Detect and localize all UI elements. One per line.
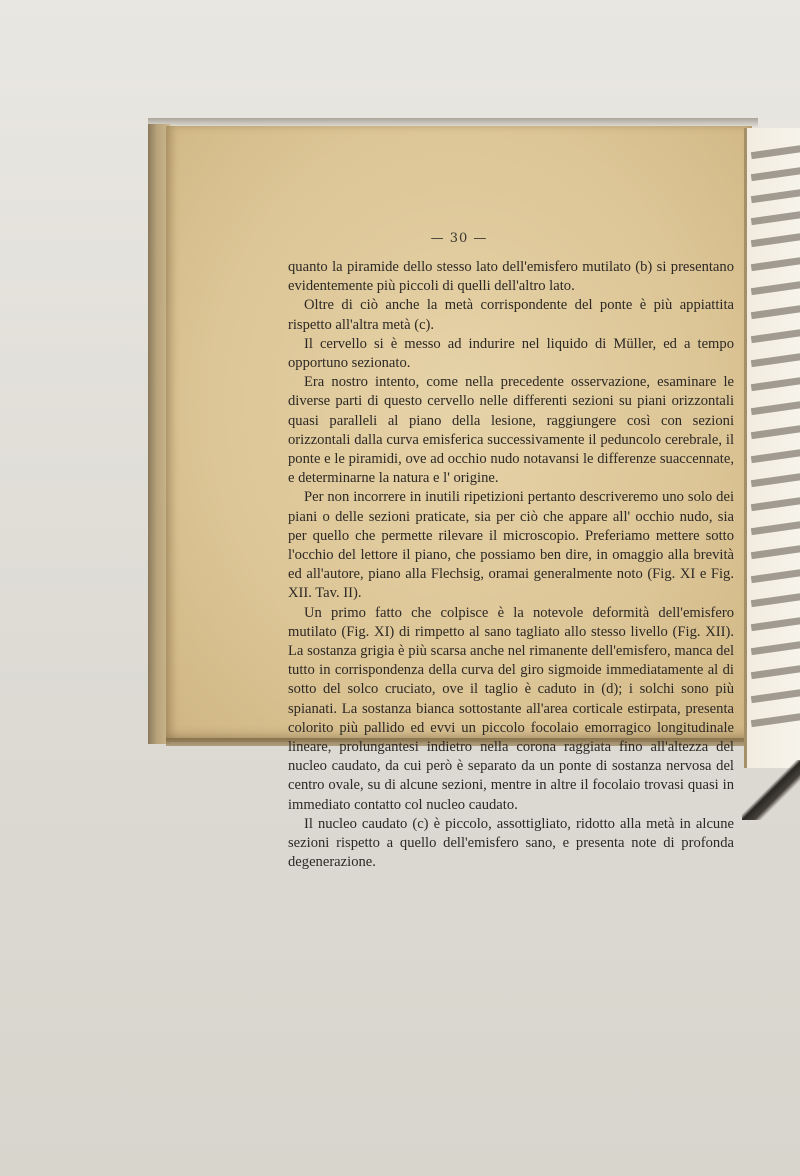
page-number: — 30 —: [430, 231, 488, 246]
paragraph: Per non incorrere in inutili ripetizioni pertanto descriveremo uno solo dei piani o delle sezioni praticate, sia per ciò che appare all' occhio nudo, sia per quello che permette rilevare il microscopio. Preferiamo mettere sotto l'occhio del lettore il piano, che possiamo ben dire, in omaggio alla brevità ed all'autore, piano alla Flechsig, oramai generalmente noto (Fig. XI e Fig. XII. Tav. II).: [288, 489, 734, 602]
paragraph: quanto la piramide dello stesso lato dell'emisfero mutilato (b) si presentano evidentemente più piccoli di quelli dell'altro lato.: [288, 259, 734, 295]
facing-page-fragment: [744, 128, 800, 768]
body-text: [288, 258, 734, 873]
paragraph: Era nostro intento, come nella precedente osservazione, esaminare le diverse parti di questo cervello nelle differenti sezioni su piani orizzontali quasi paralleli al piano della lesione, raggiungere così con sezioni orizzontali dalla curva emisferica successivamente il peduncolo cerebrale, il ponte e le piramidi, ove ad occhio nudo notavansi le differenze suaccennate, e determinarne la natura e l' origine.: [288, 374, 734, 487]
paragraph: Il nucleo caudato (c) è piccolo, assottigliato, ridotto alla metà in alcune sezioni rispetto a quello dell'emisfero sano, e presenta note di profonda degenerazione.: [288, 815, 734, 871]
paragraph: Oltre di ciò anche la metà corrispondente del ponte è più appiattita rispetto all'altra metà (c).: [288, 297, 734, 333]
paragraph: Il cervello si è messo ad indurire nel liquido di Müller, ed a tempo opportuno sezionato.: [288, 335, 734, 372]
page-corner-shadow: [742, 760, 800, 820]
paragraph: Un primo fatto che colpisce è la notevole deformità dell'emisfero mutilato (Fig. XI) di rimpetto al sano tagliato allo stesso livello (Fig. XII). La sostanza grigia è più scarsa anche nel rimanente dell'emisfero, manca del tutto in corrispondenza della curva del giro sigmoide immediatamente al di sotto del solco cruciato, ove il taglio è caduto in (d); i solchi sono più spianati. La sostanza bianca sottostante all'area corticale estirpata, presenta colorito più pallido ed evvi un piccolo focolaio emorragico longitudinale lineare, prolungantesi indietro nella corona raggiata fino all'altezza del nucleo caudato, da cui però è separato da un ponte di sostanza nervosa del centro ovale, su di alcune sezioni, mentre in altre il focolaio trovasi quasi in immediato contatto col nucleo caudato.: [288, 604, 734, 813]
